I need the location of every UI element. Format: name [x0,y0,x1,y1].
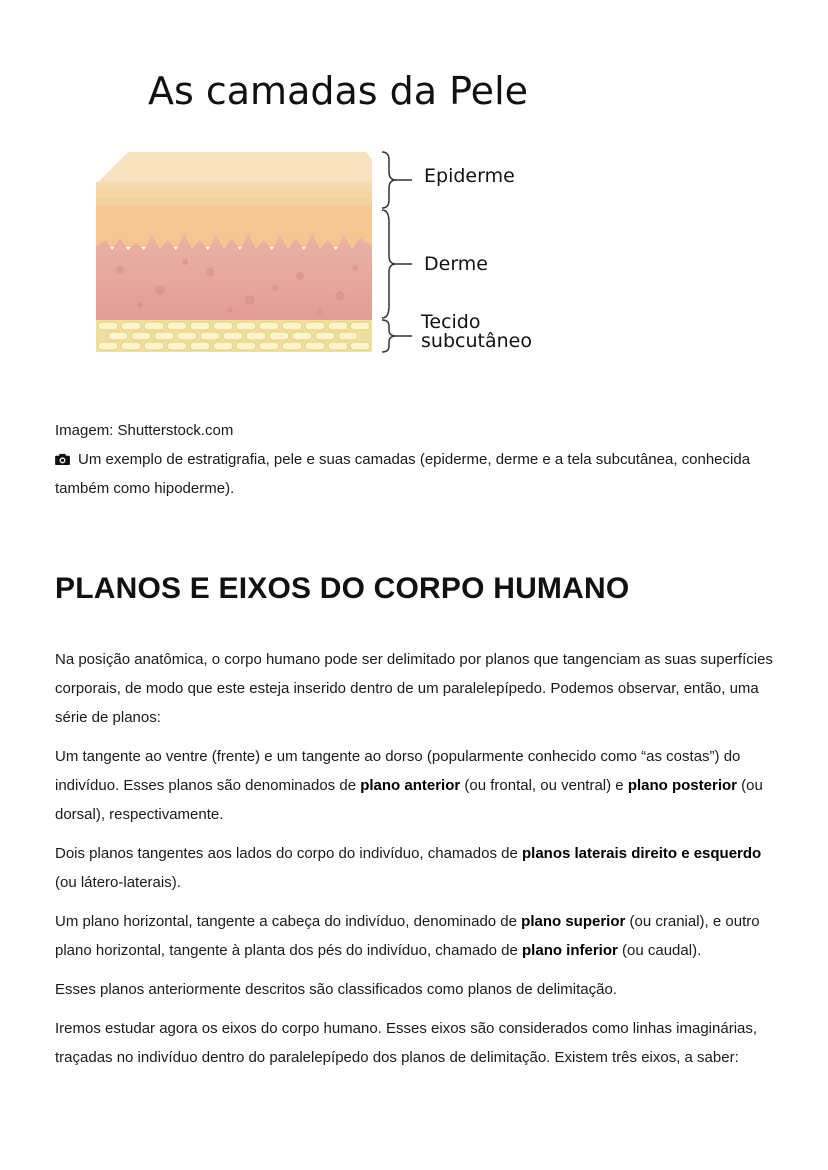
skin-surface [96,152,372,184]
skin-layers-illustration [0,0,828,400]
image-source: Imagem: Shutterstock.com [55,422,234,439]
figure-title: As camadas da Pele [148,69,528,113]
article-body [55,645,781,1082]
term-planos-laterais: planos laterais direito e esquerdo [521,845,762,862]
label-subcutaneo: subcutâneo [421,330,532,352]
camera-icon [55,453,70,465]
image-caption [55,416,785,503]
term-plano-superior: plano superior [521,913,626,930]
label-derme: Derme [424,253,488,275]
caption-text: Um exemplo de estratigrafia, pele e suas camadas (epiderme, derme e a tela subcutânea, conhecida também como hipoderme). [55,451,751,497]
paragraph-superior-inferior: Um plano horizontal, tangente a cabeça do indivíduo, denominado de plano superior (ou cranial), e outro plano horizontal, tangente à planta dos pés do indivíduo, chamado de plano inferior (ou caudal). [55,913,760,959]
derme-layer [96,234,372,320]
paragraph-delimitacao: Esses planos anteriormente descritos são classificados como planos de delimitação. [55,981,617,998]
label-epiderme: Epiderme [424,165,515,187]
paragraph-laterais: Dois planos tangentes aos lados do corpo do indivíduo, chamados de planos laterais direito e esquerdo (ou látero-laterais). [55,845,762,891]
term-plano-anterior: plano anterior [360,777,461,794]
term-plano-inferior: plano inferior [522,942,618,959]
skin-layers-figure [0,0,828,400]
label-tecido: Tecido [421,311,481,333]
caption-text-block [55,445,785,503]
term-plano-posterior: plano posterior [627,777,737,794]
section-title: PLANOS E EIXOS DO CORPO HUMANO [55,572,630,605]
layer-braces [382,152,412,352]
epiderme-layer [96,182,372,208]
paragraph-intro: Na posição anatômica, o corpo humano pode ser delimitado por planos que tangenciam as suas superfícies corporais, de modo que este esteja inserido dentro de um paralelepípedo. Podemos observar, então, uma série de planos: [55,651,773,726]
paragraph-anterior-posterior: Um tangente ao ventre (frente) e um tangente ao dorso (popularmente conhecido como “as costas”) do indivíduo. Esses planos são denominados de plano anterior (ou frontal, ou ventral) e plano posterior (ou dorsal), respectivamente. [55,748,763,823]
paragraph-eixos: Iremos estudar agora os eixos do corpo humano. Esses eixos são considerados como linhas imaginárias, traçadas no indivíduo dentro do paralelepípedo dos planos de delimitação. Existem três eixos, a saber: [55,1020,758,1066]
